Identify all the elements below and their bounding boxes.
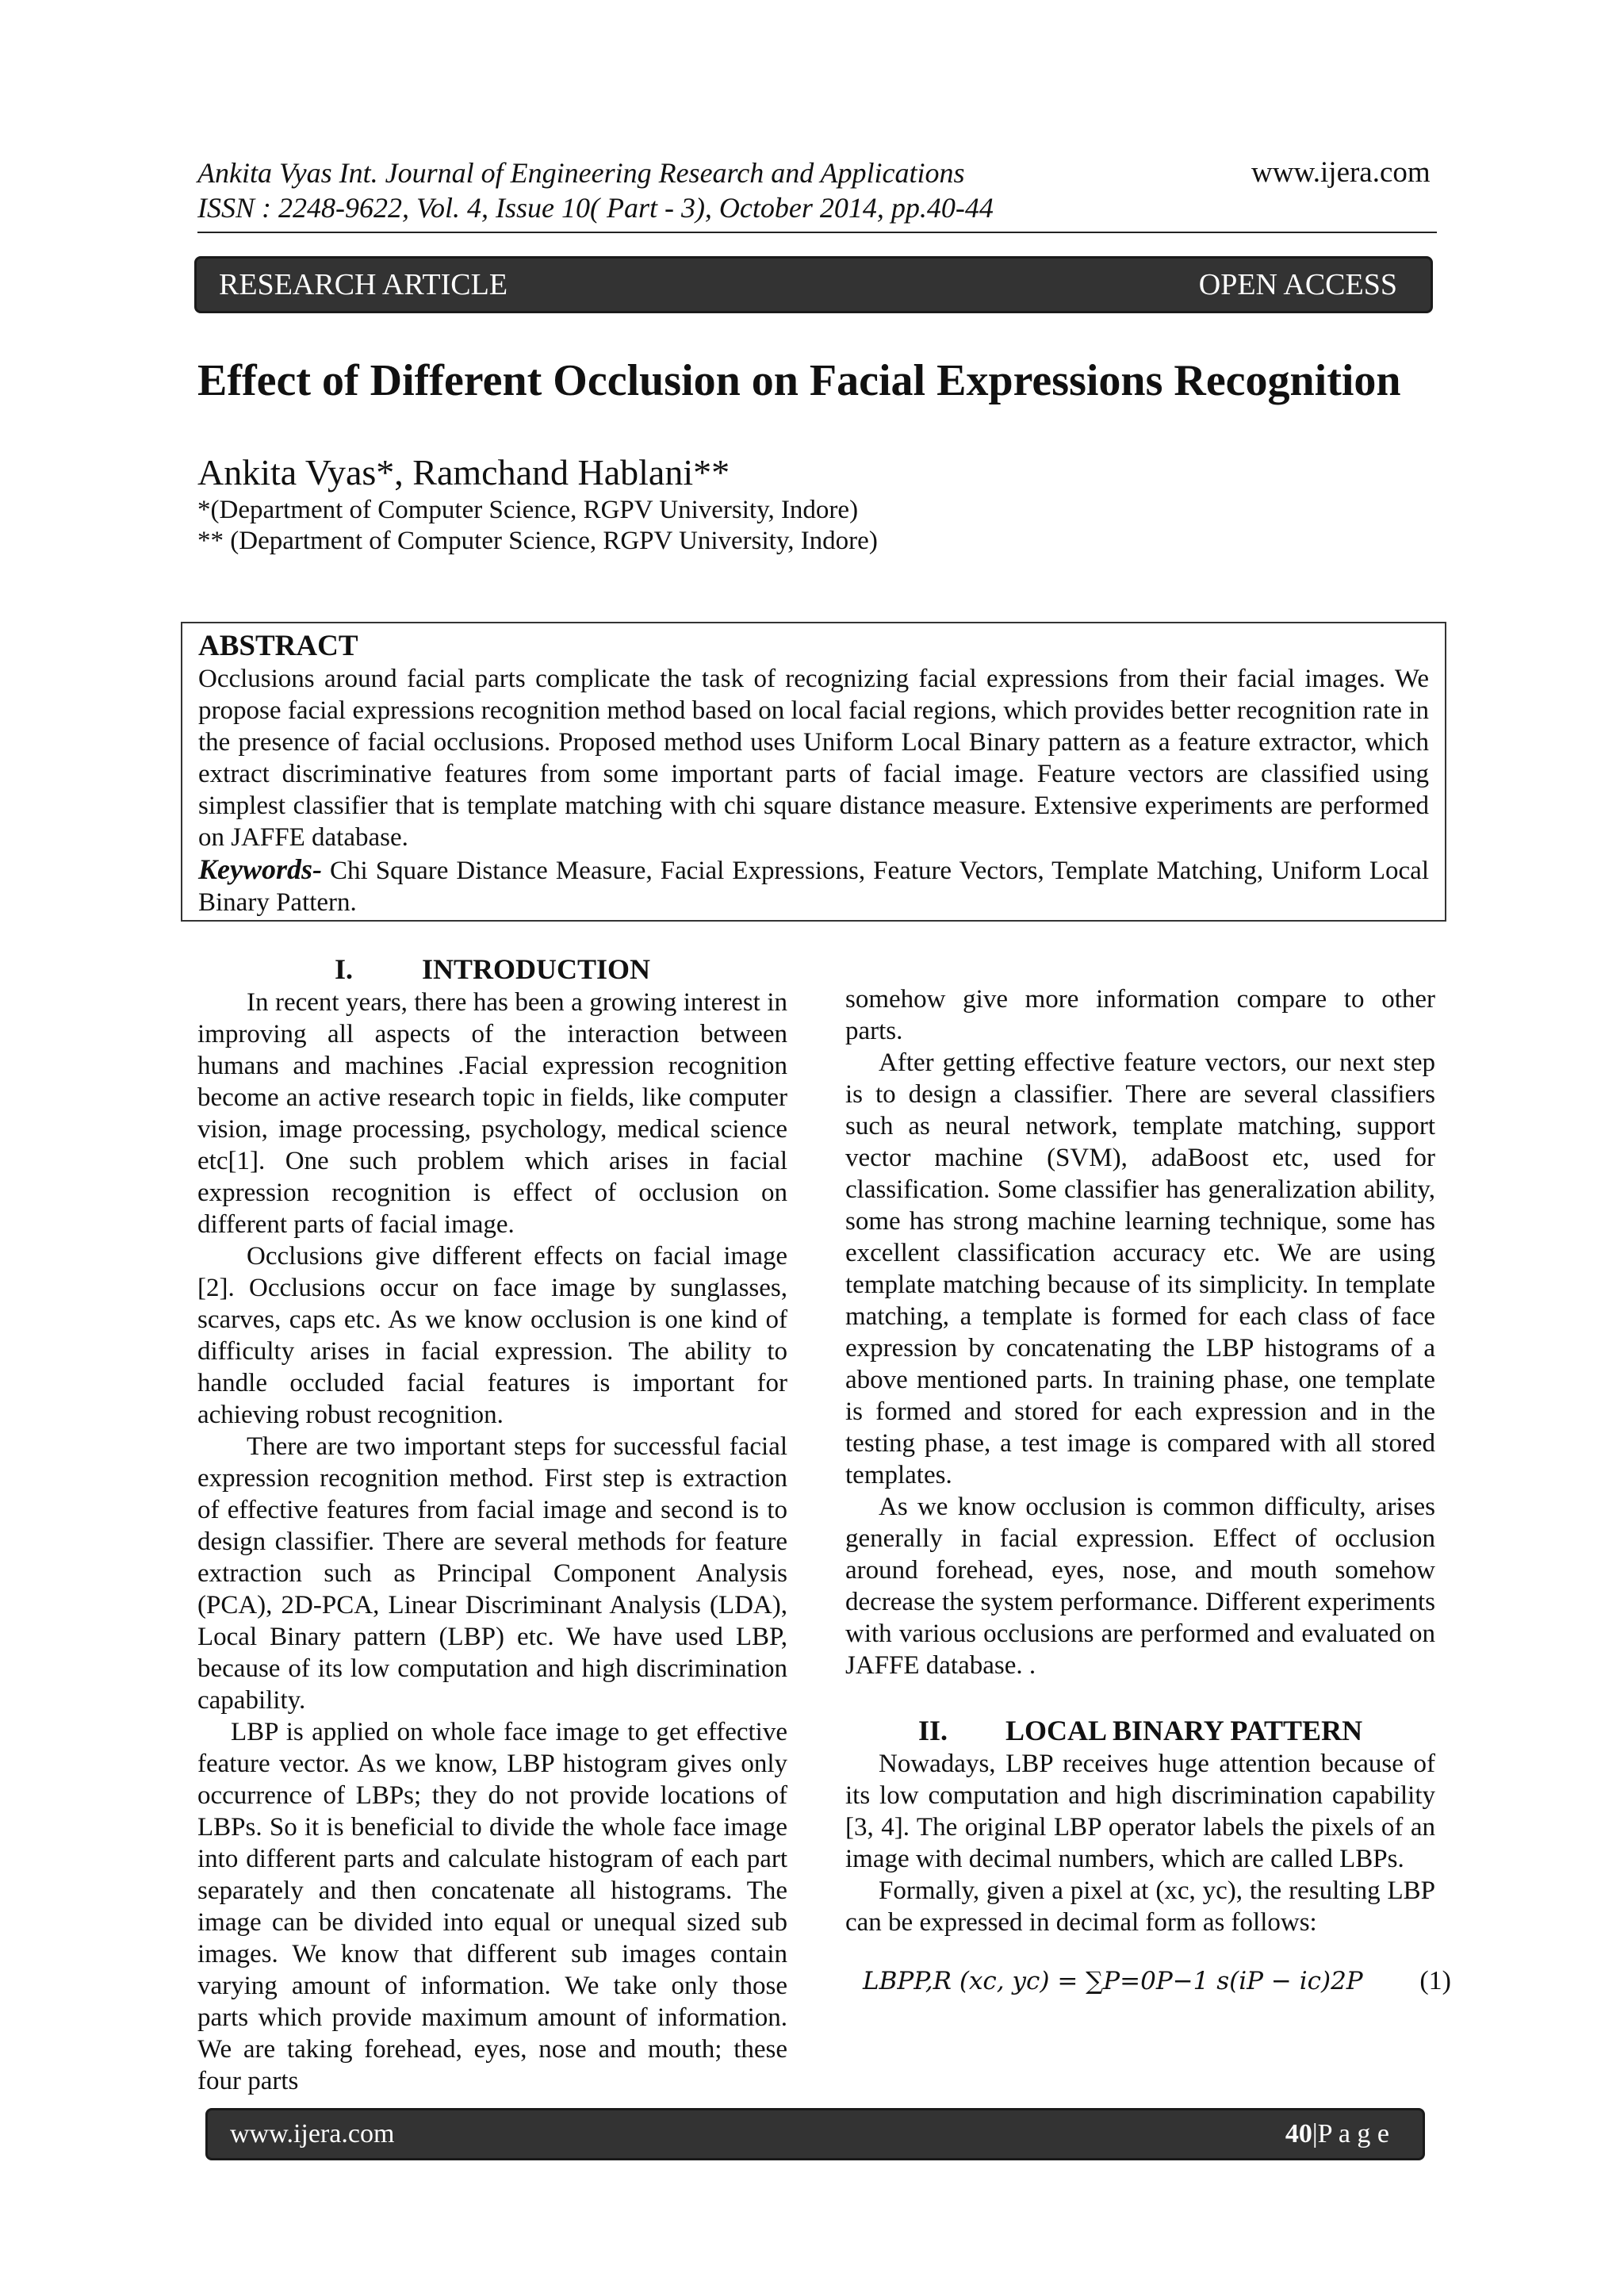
paragraph: There are two important steps for successful facial expression recognition method. First step is extraction of effective features from facial image and second is to design classifier. There are several methods for feature extraction such as Principal Component Analysis (PCA), 2D-PCA, Linear Discriminant Analysis (LDA), Local Binary pattern (LBP) etc. We have used LBP, because of its low computation and high discrimination capability. (197, 1432, 787, 1715)
keywords-label: Keywords- (198, 853, 322, 885)
article-banner (194, 256, 1433, 313)
header-rule (197, 232, 1437, 233)
paragraph: somehow give more information compare to other parts. (845, 985, 1435, 1045)
right-column (845, 983, 1451, 2011)
paragraph: Occlusions give different effects on facial image [2]. Occlusions occur on face image by sunglasses, scarves, caps etc. As we know occlusion is one kind of difficulty arises in facial expression. The ability to handle occluded facial features is important for achieving robust recognition. (197, 1242, 787, 1429)
equation-number: (1) (1419, 1966, 1451, 1995)
paragraph: In recent years, there has been a growing interest in improving all aspects of the interaction between humans and machines .Facial expression recognition become an active research topic in fields, like computer vision, image processing, psychology, medical science etc[1]. One such problem which arises in facial expression recognition is effect of occlusion on different parts of facial image. (197, 988, 787, 1239)
page-footer (205, 2108, 1425, 2160)
affiliation-1: *(Department of Computer Science, RGPV University, Indore) (197, 496, 859, 524)
paragraph: Formally, given a pixel at (xc, yc), the resulting LBP can be expressed in decimal form as follows: (845, 1876, 1435, 1937)
paragraph: As we know occlusion is common difficulty, arises generally in facial expression. Effect of occlusion around forehead, eyes, nose, and mouth somehow decrease the system performance. Different experiments with various occlusions are performed and evaluated on JAFFE database. . (845, 1493, 1435, 1680)
paragraph: After getting effective feature vectors, our next step is to design a classifier. There are several classifiers such as neural network, template matching, support vector machine (SVM), adaBoost etc, used for classification. Some classifier has generalization ability, some has strong machine learning technique, some has excellent classification accuracy etc. We are using template matching because of its simplicity. In template matching, a template is formed for each class of face expression by concatenating the LBP histograms of a above mentioned parts. In training phase, one template is formed and stored for each expression and in the testing phase, a test image is compared with all stored templates. (845, 1048, 1435, 1489)
affiliation-2: ** (Department of Computer Science, RGPV University, Indore) (197, 527, 878, 555)
paragraph: Nowadays, LBP receives huge attention because of its low computation and high discrimination capability [3, 4]. The original LBP operator labels the pixels of an image with decimal numbers, which are called LBPs. (845, 1750, 1435, 1873)
section-number: II. (917, 1715, 948, 1746)
section-heading-lbp (845, 1713, 1435, 1748)
keywords (198, 853, 1429, 918)
section-heading-intro (197, 952, 787, 987)
left-column (197, 952, 787, 2097)
journal-header (197, 155, 994, 225)
section-title: LOCAL BINARY PATTERN (1005, 1715, 1363, 1746)
section-title: INTRODUCTION (421, 953, 651, 985)
journal-issn: ISSN : 2248-9622, Vol. 4, Issue 10( Part - 3), October 2014, pp.40-44 (197, 192, 994, 224)
page-suffix: |P a g e (1312, 2119, 1389, 2148)
keywords-list: Chi Square Distance Measure, Facial Expressions, Feature Vectors, Template Matching, Uniform Local Binary Pattern. (198, 857, 1429, 917)
abstract-text: Occlusions around facial parts complicate the task of recognizing facial expressions from their facial images. We propose facial expressions recognition method based on local facial regions, which provides better recognition rate in the presence of facial occlusions. Proposed method uses Uniform Local Binary pattern as a feature extractor, which extract discriminative features from some important parts of facial image. Feature vectors are classified using simplest classifier that is template matching with chi square distance measure. Extensive experiments are performed on JAFFE database. (198, 665, 1429, 852)
footer-url[interactable]: www.ijera.com (230, 2119, 395, 2148)
section-number: I. (334, 953, 353, 985)
abstract-box (181, 622, 1446, 922)
journal-citation: Ankita Vyas Int. Journal of Engineering Research and Applications (197, 157, 965, 189)
lbp-equation: LBPP,R (xc, yc) = ∑P=0P−1 s(iP − ic)2P (863, 1967, 1363, 1995)
paper-authors: Ankita Vyas*, Ramchand Hablani** (197, 452, 730, 493)
equation-1 (845, 1956, 1451, 2011)
article-type: RESEARCH ARTICLE (219, 268, 508, 301)
page-number-label (1285, 2119, 1389, 2149)
journal-url[interactable]: www.ijera.com (1251, 156, 1431, 189)
access-label: OPEN ACCESS (1198, 268, 1397, 301)
paragraph: LBP is applied on whole face image to get effective feature vector. As we know, LBP histogram gives only occurrence of LBPs; they do not provide locations of LBPs. So it is beneficial to divide the whole face image into different parts and calculate histogram of each part separately and then concatenate all histograms. The image can be divided into equal or unequal sized sub images. We know that different sub images contain varying amount of information. We take only those parts which provide maximum amount of information. We are taking forehead, eyes, nose and mouth; these four parts (197, 1718, 787, 2095)
spacer (845, 1681, 1435, 1713)
abstract-heading: ABSTRACT (198, 630, 358, 662)
paper-title: Effect of Different Occlusion on Facial Expressions Recognition (197, 356, 1401, 405)
page-number: 40 (1285, 2119, 1312, 2148)
